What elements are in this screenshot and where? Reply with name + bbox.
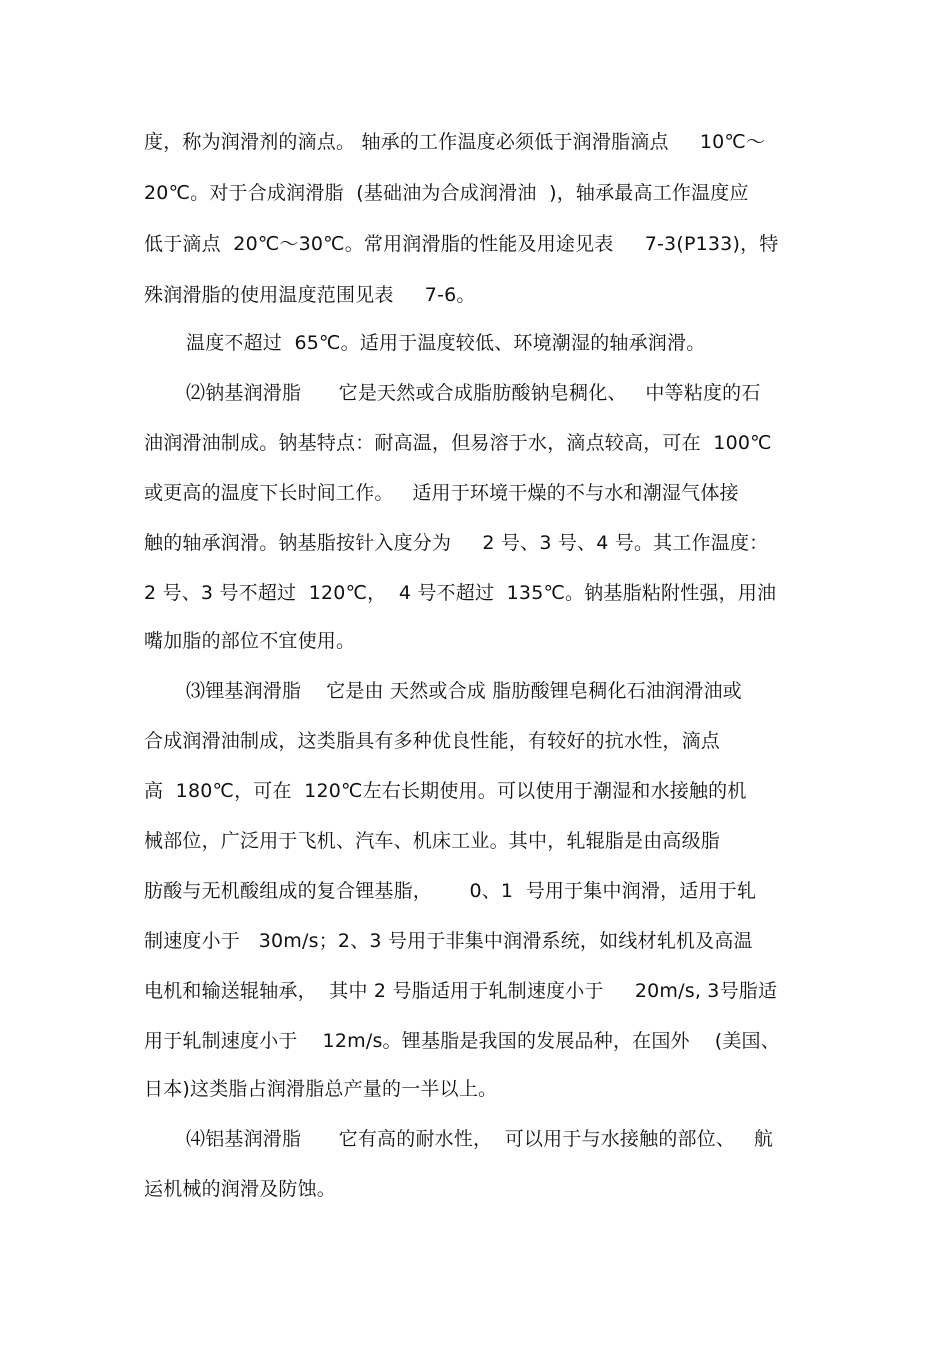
paragraph-line: 肪酸与无机酸组成的复合锂基脂， 0、1 号用于集中润滑，适用于轧: [144, 880, 757, 902]
paragraph-line: 运机械的润滑及防蚀。: [144, 1178, 337, 1200]
paragraph-line: 度，称为润滑剂的滴点。 轴承的工作温度必须低于润滑脂滴点 10℃～: [144, 131, 766, 153]
paragraph-line: ⑵钠基润滑脂 它是天然或合成脂肪酸钠皂稠化、 中等粘度的石: [186, 382, 761, 404]
paragraph-line: 油润滑油制成。钠基特点：耐高温，但易溶于水，滴点较高，可在 100℃: [144, 432, 772, 454]
paragraph-line: 用于轧制速度小于 12m/s。锂基脂是我国的发展品种，在国外 (美国、: [144, 1030, 780, 1052]
paragraph-line: 电机和输送辊轴承， 其中 2 号脂适用于轧制速度小于 20m/s, 3号脂适: [144, 980, 778, 1002]
paragraph-line: 嘴加脂的部位不宜使用。: [144, 630, 356, 652]
paragraph-line: 或更高的温度下长时间工作。 适用于环境干燥的不与水和潮湿气体接: [144, 482, 739, 504]
paragraph-line: 低于滴点 20℃～30℃。常用润滑脂的性能及用途见表 7-3(P133)，特: [144, 233, 779, 255]
paragraph-line: 械部位，广泛用于飞机、汽车、机床工业。其中，轧辊脂是由高级脂: [144, 830, 721, 852]
paragraph-line: ⑶锂基润滑脂 它是由 天然或合成 脂肪酸锂皂稠化石油润滑油或: [186, 680, 742, 702]
paragraph-line: ⑷铝基润滑脂 它有高的耐水性， 可以用于与水接触的部位、 航: [186, 1128, 774, 1150]
paragraph-line: 温度不超过 65℃。适用于温度较低、环境潮湿的轴承润滑。: [186, 332, 706, 354]
paragraph-line: 日本)这类脂占润滑脂总产量的一半以上。: [144, 1078, 498, 1100]
paragraph-line: 合成润滑油制成，这类脂具有多种优良性能，有较好的抗水性，滴点: [144, 730, 721, 752]
paragraph-line: 2 号、3 号不超过 120℃， 4 号不超过 135℃。钠基脂粘附性强，用油: [144, 582, 777, 604]
paragraph-line: 制速度小于 30m/s；2、3 号用于非集中润滑系统，如线材轧机及高温: [144, 930, 753, 952]
paragraph-line: 触的轴承润滑。钠基脂按针入度分为 2 号、3 号、4 号。其工作温度：: [144, 532, 769, 554]
paragraph-line: 20℃。对于合成润滑脂 (基础油为合成润滑油 )，轴承最高工作温度应: [144, 182, 749, 204]
paragraph-line: 殊润滑脂的使用温度范围见表 7-6。: [144, 284, 476, 306]
paragraph-line: 高 180℃，可在 120℃左右长期使用。可以使用于潮湿和水接触的机: [144, 780, 747, 802]
